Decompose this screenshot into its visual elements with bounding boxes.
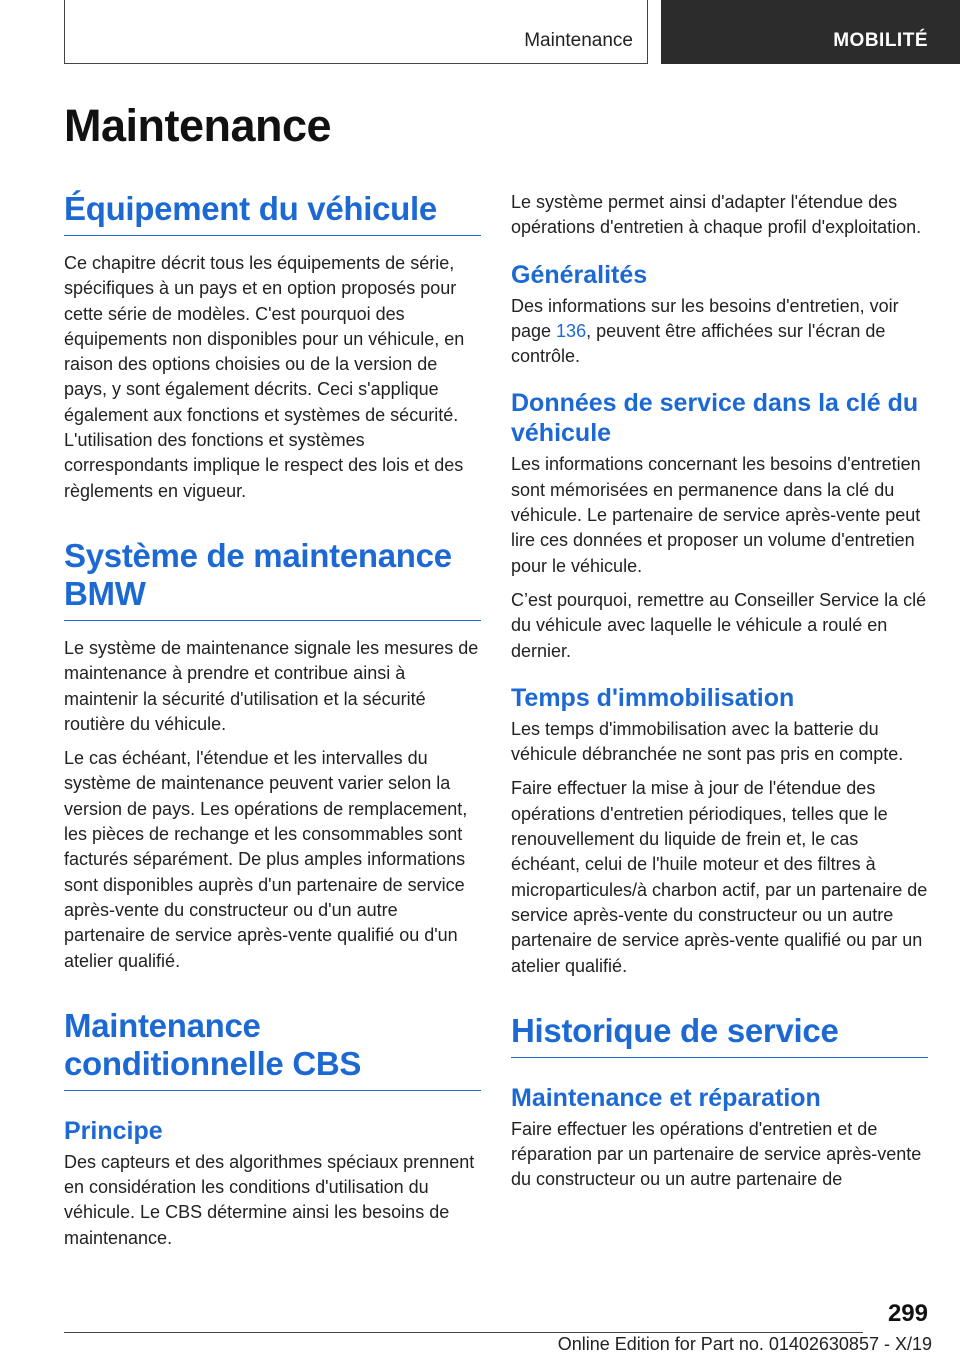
subsection-title-generalites: Généralités bbox=[511, 260, 648, 289]
footer-divider bbox=[64, 1332, 863, 1333]
page-title: Maintenance bbox=[64, 100, 332, 151]
header-chapter-label: MOBILITÉ bbox=[833, 30, 928, 51]
section-title-historique-service: Historique de service bbox=[511, 1012, 928, 1058]
page-reference-link[interactable]: 136 bbox=[556, 320, 587, 341]
subsection-title-maintenance-reparation: Maintenance et réparation bbox=[511, 1083, 821, 1112]
section-title-cbs: Maintenance conditionnelle CBS bbox=[64, 1007, 481, 1091]
subsection-title-temps-immobilisation: Temps d'immobilisation bbox=[511, 683, 795, 712]
paragraph bbox=[511, 294, 928, 370]
section-title-equipement: Équipement du véhicule bbox=[64, 190, 481, 236]
header-chapter-tab bbox=[661, 0, 960, 64]
page-number: 299 bbox=[887, 1300, 928, 1327]
paragraph: Faire effectuer les opérations d'entretien et de réparation par un partenaire de service après-vente du constructeur ou un autre partenaire de bbox=[511, 1118, 922, 1190]
subsection-title-principe: Principe bbox=[64, 1116, 163, 1145]
paragraph: Des capteurs et des algorithmes spéciaux prennent en considération les conditions d'utilisation du véhicule. Le CBS détermine ainsi les besoins de maintenance. bbox=[64, 1151, 475, 1248]
paragraph: Faire effectuer la mise à jour de l'étendue des opérations d'entretien périodiques, telles que le renouvellement du liquide de frein et, le cas échéant, celui de l'huile moteur et des filtres à microparticules/à charbon actif, par un partenaire de service après-vente du constructeur ou un autre partenaire de service après-vente qualifié ou par un atelier qualifié. bbox=[511, 778, 928, 976]
left-column bbox=[64, 190, 481, 1260]
text: Des informations sur les besoins d'entretien, voir page bbox=[511, 295, 899, 341]
paragraph: Ce chapitre décrit tous les équipements de série, spécifiques à un pays et en option proposés pour cette série de modèles. C'est pourquoi des équipements non disponibles pour un véhicule, en raison des options choisies ou de la version de pays, y sont également décrits. Ceci s'applique également aux fonctions et systèmes de sécurité. L'utilisation des fonctions et systèmes correspondants implique le respect des lois et des règlements en vigueur. bbox=[64, 253, 465, 501]
paragraph: Le cas échéant, l'étendue et les intervalles du système de maintenance peuvent varier selon la version de pays. Les opérations de remplacement, les pièces de rechange et les consommables sont facturés séparément. De plus amples informations sont disponibles auprès d'un partenaire de service après-vente du constructeur ou d'un autre partenaire de service après-vente qualifié ou d'un atelier qualifié. bbox=[64, 748, 468, 971]
section-title-systeme-maintenance: Système de maintenance BMW bbox=[64, 537, 481, 621]
footer-edition: Online Edition for Part no. 01402630857 - X/19 bbox=[557, 1334, 932, 1354]
right-column bbox=[511, 190, 928, 1202]
paragraph: Le système de maintenance signale les mesures de maintenance à prendre et contribue ainsi à maintenir la sécurité d'utilisation et la sécurité routière du véhicule. bbox=[64, 637, 479, 734]
paragraph: Les informations concernant les besoins d'entretien sont mémorisées en permanence dans la clé du véhicule. Le partenaire de service après-vente peut lire ces données et proposer un volume d'entretien pour le véhicule. bbox=[511, 454, 921, 576]
header-section-tab bbox=[64, 0, 648, 64]
paragraph: Les temps d'immobilisation avec la batterie du véhicule débranchée ne sont pas pris en compte. bbox=[511, 718, 904, 765]
text: , peuvent être affichées sur l'écran de contrôle. bbox=[511, 320, 886, 367]
paragraph: C’est pourquoi, remettre au Conseiller Service la clé du véhicule avec laquelle le véhicule a roulé en dernier. bbox=[511, 589, 927, 661]
paragraph: Le système permet ainsi d'adapter l'étendue des opérations d'entretien à chaque profil d'exploitation. bbox=[511, 192, 922, 238]
header-section-label: Maintenance bbox=[524, 30, 633, 51]
subsection-title-donnees-service: Données de service dans la clé du véhicule bbox=[511, 389, 919, 448]
